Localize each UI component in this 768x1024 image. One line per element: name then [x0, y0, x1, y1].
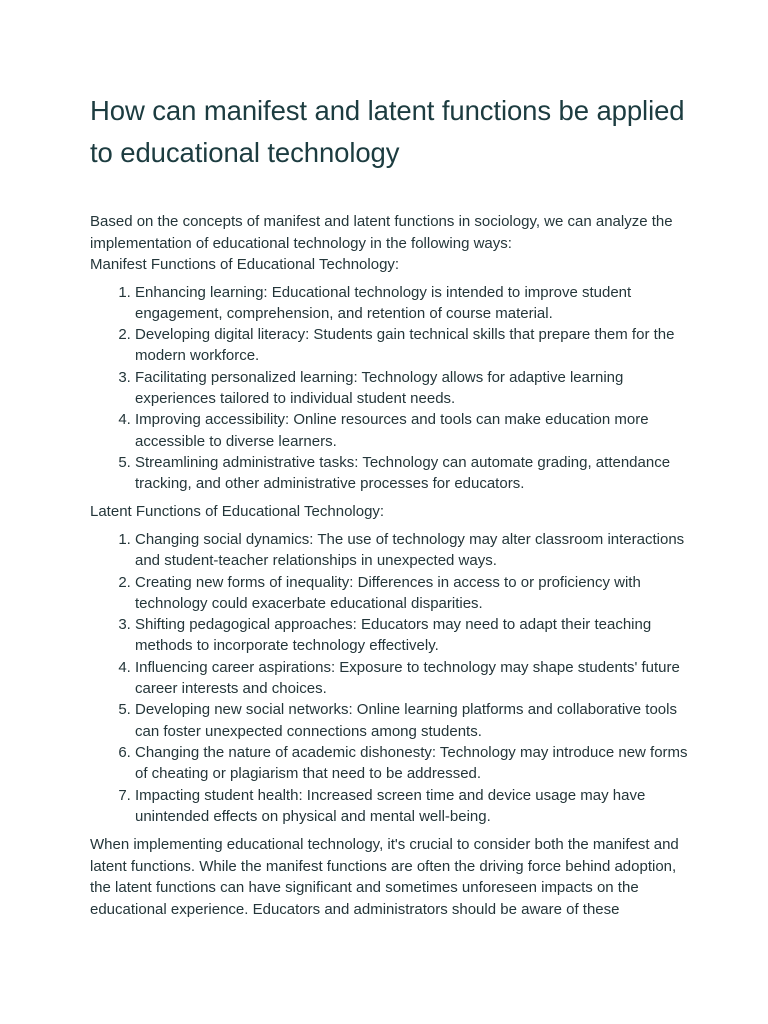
list-item: 4. Influencing career aspirations: Exposure to technology may shape students' future career interests and choices. — [135, 657, 690, 700]
manifest-functions-list — [90, 282, 690, 495]
latent-functions-heading: Latent Functions of Educational Technology: — [90, 503, 385, 521]
manifest-functions-heading: Manifest Functions of Educational Technology: — [90, 256, 400, 273]
document-page — [90, 90, 690, 920]
list-item: 6. Changing the nature of academic dishonesty: Technology may introduce new forms of cheating or plagiarism that need to be addressed. — [135, 742, 690, 785]
list-item: 5. Developing new social networks: Online learning platforms and collaborative tools can foster unexpected connections among students. — [135, 699, 690, 742]
list-item: 7. Impacting student health: Increased screen time and device usage may have unintended effects on physical and mental well-being. — [135, 785, 690, 828]
list-item: 3. Facilitating personalized learning: Technology allows for adaptive learning experiences tailored to individual student needs. — [135, 367, 690, 410]
list-item: 2. Creating new forms of inequality: Differences in access to or proficiency with technology could exacerbate educational disparities. — [135, 572, 690, 615]
list-item: 2. Developing digital literacy: Students gain technical skills that prepare them for the modern workforce. — [135, 324, 690, 367]
list-item: 5. Streamlining administrative tasks: Technology can automate grading, attendance tracking, and other administrative processes for educators. — [135, 452, 690, 495]
list-item: 1. Changing social dynamics: The use of technology may alter classroom interactions and student-teacher relationships in unexpected ways. — [135, 529, 690, 572]
page-title: How can manifest and latent functions be applied to educational technology — [90, 95, 685, 168]
intro-paragraph: Based on the concepts of manifest and latent functions in sociology, we can analyze the implementation of educational technology in the following ways: — [90, 213, 673, 252]
list-item: 1. Enhancing learning: Educational technology is intended to improve student engagement, comprehension, and retention of course material. — [135, 282, 690, 325]
closing-paragraph: When implementing educational technology, it's crucial to consider both the manifest and latent functions. While the manifest functions are often the driving force behind adoption, the latent functions can have significant and sometimes unforeseen impacts on the educational experience. Educators and administrators should be aware of these — [90, 836, 679, 918]
list-item: 4. Improving accessibility: Online resources and tools can make education more accessible to diverse learners. — [135, 409, 690, 452]
list-item: 3. Shifting pedagogical approaches: Educators may need to adapt their teaching methods to incorporate technology effectively. — [135, 614, 690, 657]
latent-functions-list — [90, 529, 690, 827]
